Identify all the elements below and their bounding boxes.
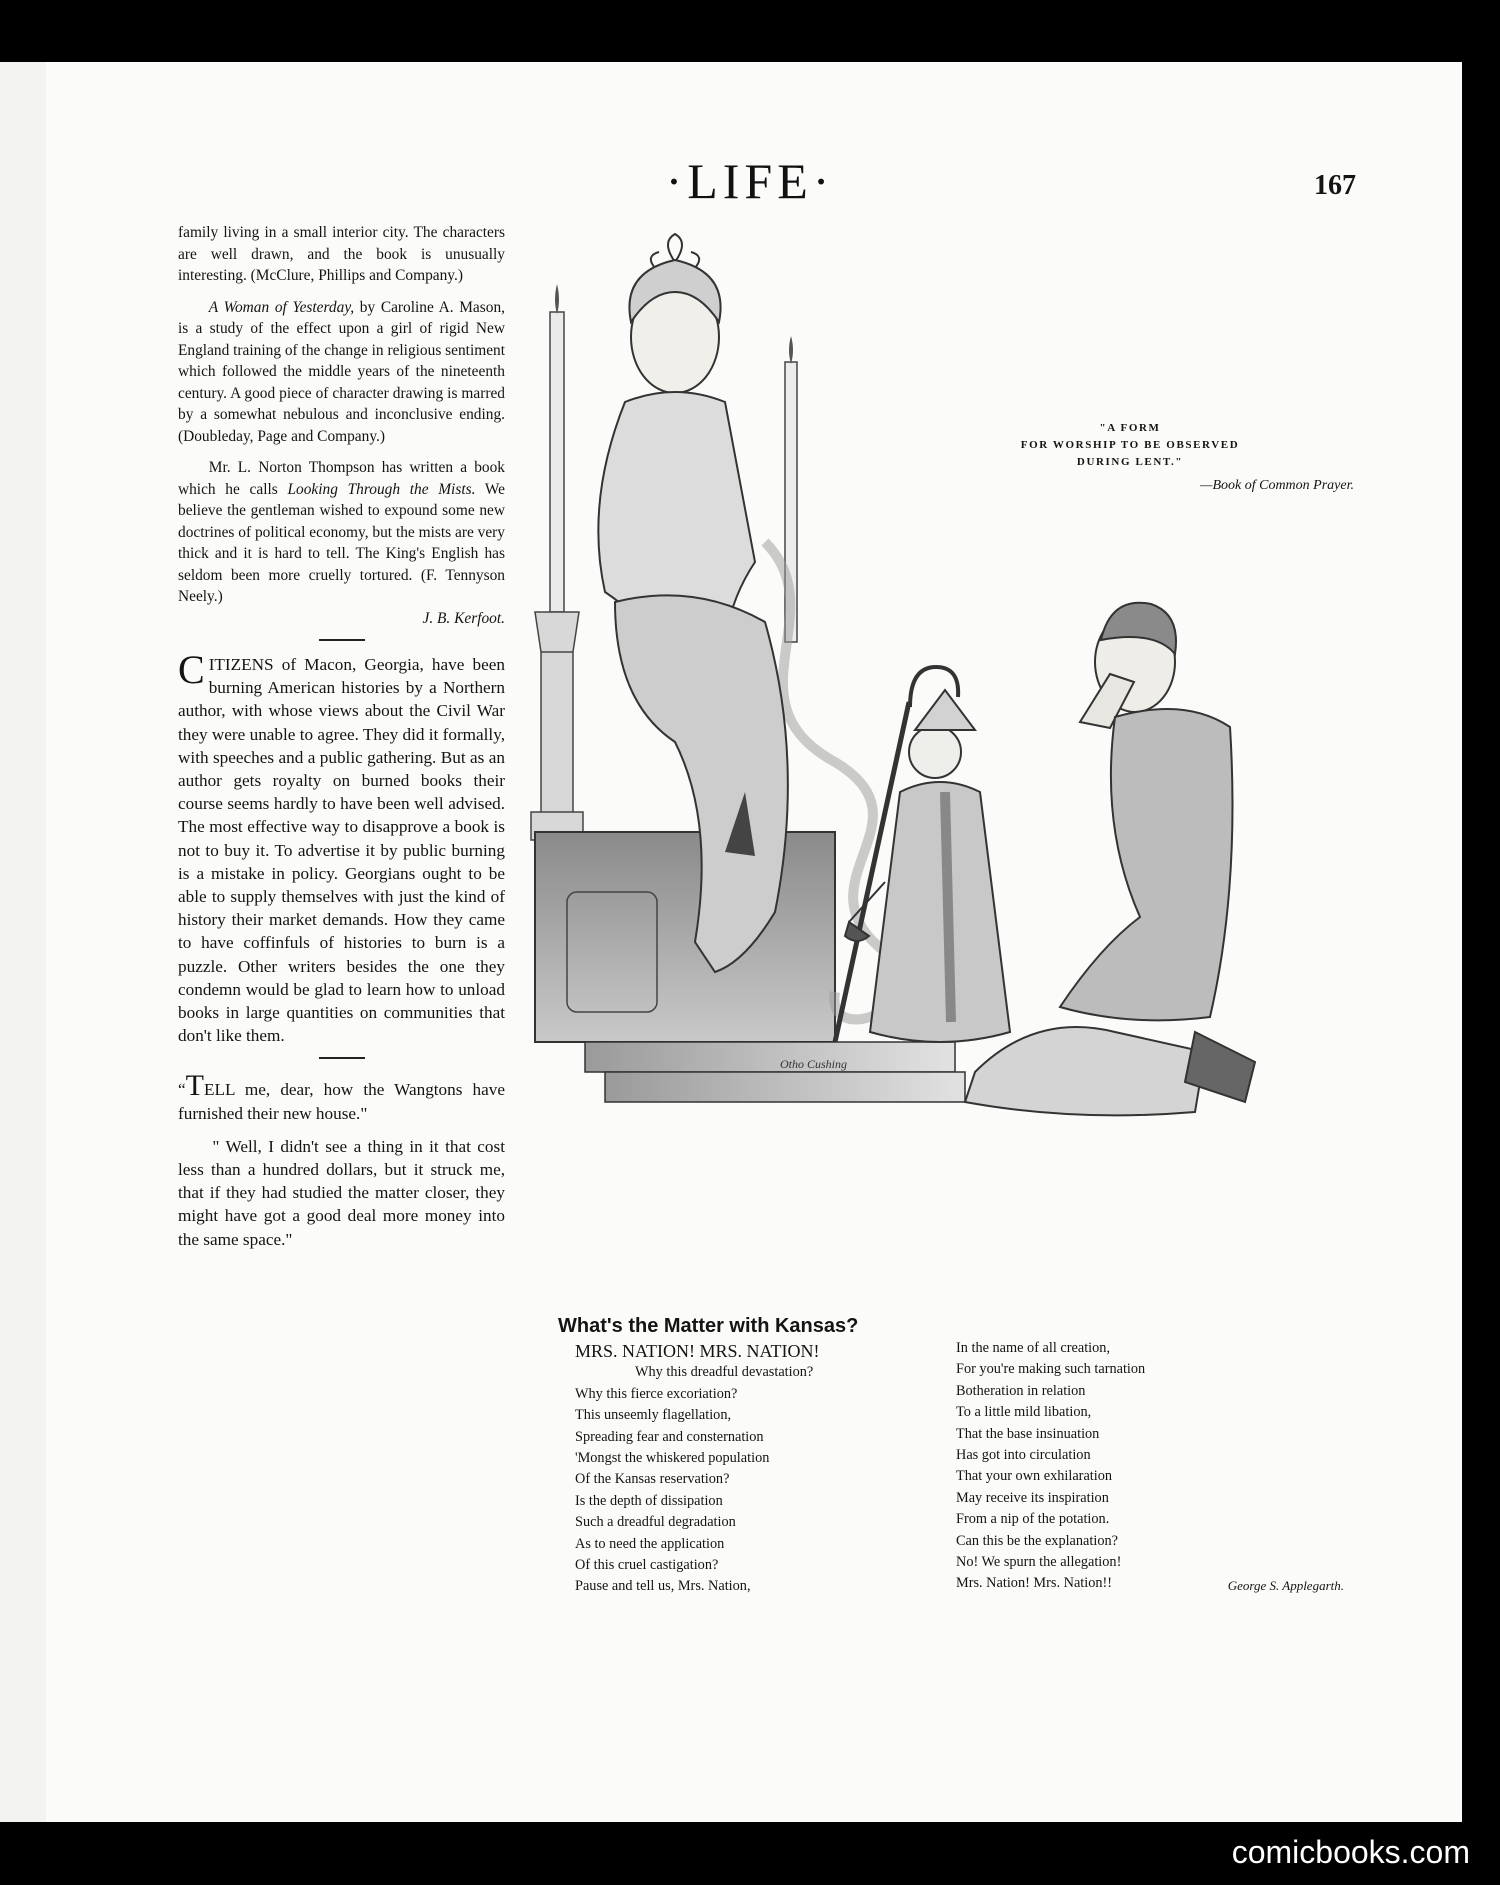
verse-line: From a nip of the potation. — [956, 1511, 1110, 1528]
verse-line: Mrs. Nation! Mrs. Nation!! — [956, 1575, 1113, 1592]
artist-signature: Otho Cushing — [780, 1057, 848, 1071]
verse-line: To a little mild libation, — [956, 1404, 1092, 1421]
review-continued: family living in a small interior city. The characters are well drawn, and the book is unusually interesting. (McClure, Phillips and Company.) — [178, 224, 505, 284]
poem-column-right — [956, 1338, 1316, 1595]
kneeling-man-figure — [965, 603, 1255, 1116]
drop-cap: C — [178, 647, 205, 692]
illustration-lenten-worship — [505, 232, 1415, 1132]
joke-question: “TELL me, dear, how the Wangtons have furnished their new house." — [178, 1069, 505, 1123]
verse-line: MRS. NATION! MRS. NATION! — [575, 1341, 820, 1361]
verse-line: Spreading fear and consternation — [575, 1428, 764, 1445]
reviewer-signature: J. B. Kerfoot. — [422, 609, 505, 627]
verse-line: No! We spurn the allegation! — [956, 1554, 1122, 1571]
essay-text: ITIZENS of Macon, Georgia, have been burning American histories by a Northern author, with whose views about the Civil War they were unable to agree. They did it formally, with speeches and a public gathering. But as an author gets royalty on burned books their course seems hardly to have been well advised. The most effective way to disapprove a book is not to buy it. To advertise it by public burning is a mistake in policy. Georgians ought to be able to supply themselves with just the kind of history their market demands. How they came to have coffinfuls of histories to burn is a puzzle. Other writers besides the one they condemn would be glad to learn how to unload books in large quantities on communities that don't like them. — [178, 655, 505, 1046]
left-column — [178, 222, 505, 1261]
verse-line: May receive its inspiration — [956, 1489, 1109, 1506]
joke-question-text: ELL me, dear, how the Wangtons have furnished their new house." — [178, 1080, 505, 1123]
joke-answer: " Well, I didn't see a thing in it that cost less than a hundred dollars, but it struck me, that if they had studied the matter closer, they might have got a good deal more money into the same space." — [178, 1136, 505, 1249]
verse-line: 'Mongst the whiskered population — [575, 1450, 770, 1467]
epigraph-source: —Book of Common Prayer. — [1200, 478, 1354, 493]
verse-line: Why this dreadful devastation? — [635, 1364, 814, 1381]
verse-line: Why this fierce excoriation? — [575, 1385, 738, 1402]
verse-line: For you're making such tarnation — [956, 1361, 1146, 1378]
poem-author: George S. Applegarth. — [1227, 1578, 1344, 1593]
review-lead: Mr. L. Norton Thompson has written a book which he calls — [178, 459, 505, 498]
verse-line: Of the Kansas reservation? — [575, 1471, 730, 1488]
verse-line: As to need the application — [575, 1535, 725, 1552]
verse-line: That your own exhilaration — [956, 1468, 1113, 1485]
verse-line: Pause and tell us, Mrs. Nation, — [575, 1578, 751, 1595]
facing-page-edge — [0, 62, 46, 1822]
divider — [319, 1057, 365, 1059]
verse-line: Has got into circulation — [956, 1447, 1091, 1464]
book-title: A Woman of Yesterday, — [208, 298, 355, 316]
review-looking-through-mists — [178, 457, 505, 629]
poem-title: What's the Matter with Kansas? — [558, 1315, 859, 1337]
verse-line: Botheration in relation — [956, 1382, 1086, 1399]
divider — [319, 639, 365, 641]
candle-left — [531, 284, 583, 840]
epigraph-line: DURING LENT." — [1076, 456, 1184, 468]
review-text: by Caroline A. Mason, is a study of the effect upon a girl of rigid New England training of the change in religious sentiment which followed the middle years of the nineteenth century. A good piece of character drawing is marred by a somewhat nebulous and inconclusive ending. (Doubleday, Page and Company.) — [178, 298, 505, 445]
verse-line: Is the depth of dissipation — [575, 1492, 723, 1509]
masthead: ·LIFE· — [665, 153, 835, 209]
verse-line: Such a dreadful degradation — [575, 1514, 736, 1531]
verse-line: This unseemly flagellation, — [575, 1407, 732, 1424]
epigraph-line: FOR WORSHIP TO BE OBSERVED — [1020, 439, 1240, 451]
verse-line: That the base insinuation — [956, 1425, 1100, 1442]
epigraph-line: "A FORM — [1099, 422, 1161, 434]
verse-line: Of this cruel castigation? — [575, 1557, 719, 1574]
book-title: Looking Through the Mists. — [287, 480, 476, 498]
review-text: We believe the gentleman wished to expound some new doctrines of political economy, but the mists are very thick and it is hard to tell. The King's English has seldom been more cruelly tortured. (F. Tennyson Neely.) — [178, 480, 505, 605]
verse-line: In the name of all creation, — [956, 1340, 1111, 1356]
verse-line: Can this be the explanation? — [956, 1532, 1118, 1549]
page-number: 167 — [1314, 170, 1356, 201]
drop-cap: T — [185, 1069, 204, 1103]
site-watermark: comicbooks.com — [1231, 1834, 1470, 1870]
essay-book-burning — [178, 647, 505, 1047]
poem-column-left — [575, 1341, 915, 1598]
review-woman-of-yesterday — [178, 297, 505, 448]
